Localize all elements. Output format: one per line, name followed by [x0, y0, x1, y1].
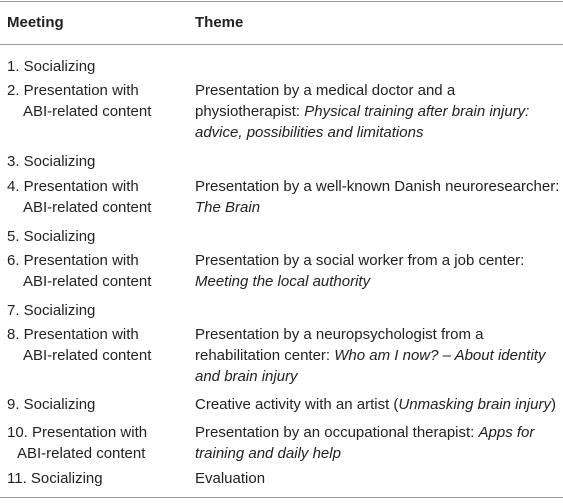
table-bottom-rule: [0, 497, 563, 498]
meeting-cell: [7, 80, 187, 122]
meeting-line: ABI-related content: [17, 445, 146, 462]
meeting-cell: [7, 176, 187, 218]
theme-title-text: Apps for: [478, 424, 535, 441]
theme-text: Evaluation: [195, 470, 266, 487]
theme-text: Presentation by a neuropsychologist from a: [195, 326, 484, 343]
theme-text: Presentation by a well-known Danish neuroresearcher:: [195, 178, 560, 195]
theme-line: [195, 366, 560, 387]
theme-cell: [195, 422, 560, 464]
theme-cell: [195, 80, 560, 143]
theme-text: Creative activity with an artist (: [195, 396, 399, 413]
meeting-cell: [7, 324, 187, 366]
theme-text: Presentation by a medical doctor and a: [195, 82, 456, 99]
theme-line: [195, 250, 560, 271]
meeting-cell: [7, 250, 187, 292]
meeting-line: 9. Socializing: [7, 396, 96, 413]
header-theme: Theme: [195, 14, 244, 31]
theme-line: [195, 443, 560, 464]
meeting-line: ABI-related content: [23, 273, 152, 290]
meeting-cell: [7, 151, 187, 172]
meeting-line: 10. Presentation with: [7, 424, 148, 441]
table-top-rule: [0, 1, 563, 2]
theme-title-text: Unmasking brain injury: [398, 396, 551, 413]
theme-line: [195, 80, 560, 101]
theme-line: [195, 345, 560, 366]
theme-title-text: The Brain: [195, 199, 261, 216]
meeting-line: 8. Presentation with: [7, 326, 139, 343]
theme-title-text: and brain injury: [195, 368, 298, 385]
theme-text: rehabilitation center:: [195, 347, 335, 364]
table-header-row: [0, 8, 563, 38]
header-meeting: Meeting: [7, 14, 64, 31]
theme-cell: [195, 176, 560, 218]
theme-cell: [195, 250, 560, 292]
theme-title-text: Meeting the local authority: [195, 273, 371, 290]
table-header-rule: [0, 44, 563, 45]
meeting-line: 2. Presentation with: [7, 82, 139, 99]
meeting-line: ABI-related content: [23, 347, 152, 364]
theme-cell: [195, 394, 560, 415]
meeting-line: 3. Socializing: [7, 153, 96, 170]
theme-line: [195, 101, 560, 122]
meeting-line: ABI-related content: [23, 103, 152, 120]
meeting-cell: [7, 394, 187, 415]
meeting-line: 6. Presentation with: [7, 252, 139, 269]
meeting-line: 1. Socializing: [7, 58, 96, 75]
theme-cell: [195, 324, 560, 387]
meeting-cell: [7, 56, 187, 77]
meeting-line: ABI-related content: [23, 199, 152, 216]
meeting-line: 5. Socializing: [7, 228, 96, 245]
theme-line: [195, 271, 560, 292]
meeting-cell: [7, 300, 187, 321]
theme-text: ): [550, 396, 556, 413]
theme-line: [195, 422, 560, 443]
theme-title-text: training and daily help: [195, 445, 341, 462]
theme-text: Presentation by a social worker from a job center:: [195, 252, 525, 269]
theme-line: [195, 197, 560, 218]
theme-line: [195, 176, 560, 197]
theme-title-text: advice, possibilities and limitations: [195, 124, 424, 141]
theme-text: Presentation by an occupational therapist:: [195, 424, 479, 441]
meeting-line: 7. Socializing: [7, 302, 96, 319]
theme-line: [195, 394, 560, 415]
theme-cell: [195, 468, 560, 489]
theme-title-text: Who am I now? – About identity: [334, 347, 546, 364]
theme-title-text: Physical training after brain injury:: [304, 103, 530, 120]
meeting-line: 4. Presentation with: [7, 178, 139, 195]
meeting-cell: [7, 422, 187, 464]
theme-line: [195, 468, 560, 489]
meeting-cell: [7, 468, 187, 489]
theme-text: physiotherapist:: [195, 103, 305, 120]
theme-line: [195, 122, 560, 143]
theme-line: [195, 324, 560, 345]
meeting-cell: [7, 226, 187, 247]
meeting-line: 11. Socializing: [7, 470, 103, 487]
